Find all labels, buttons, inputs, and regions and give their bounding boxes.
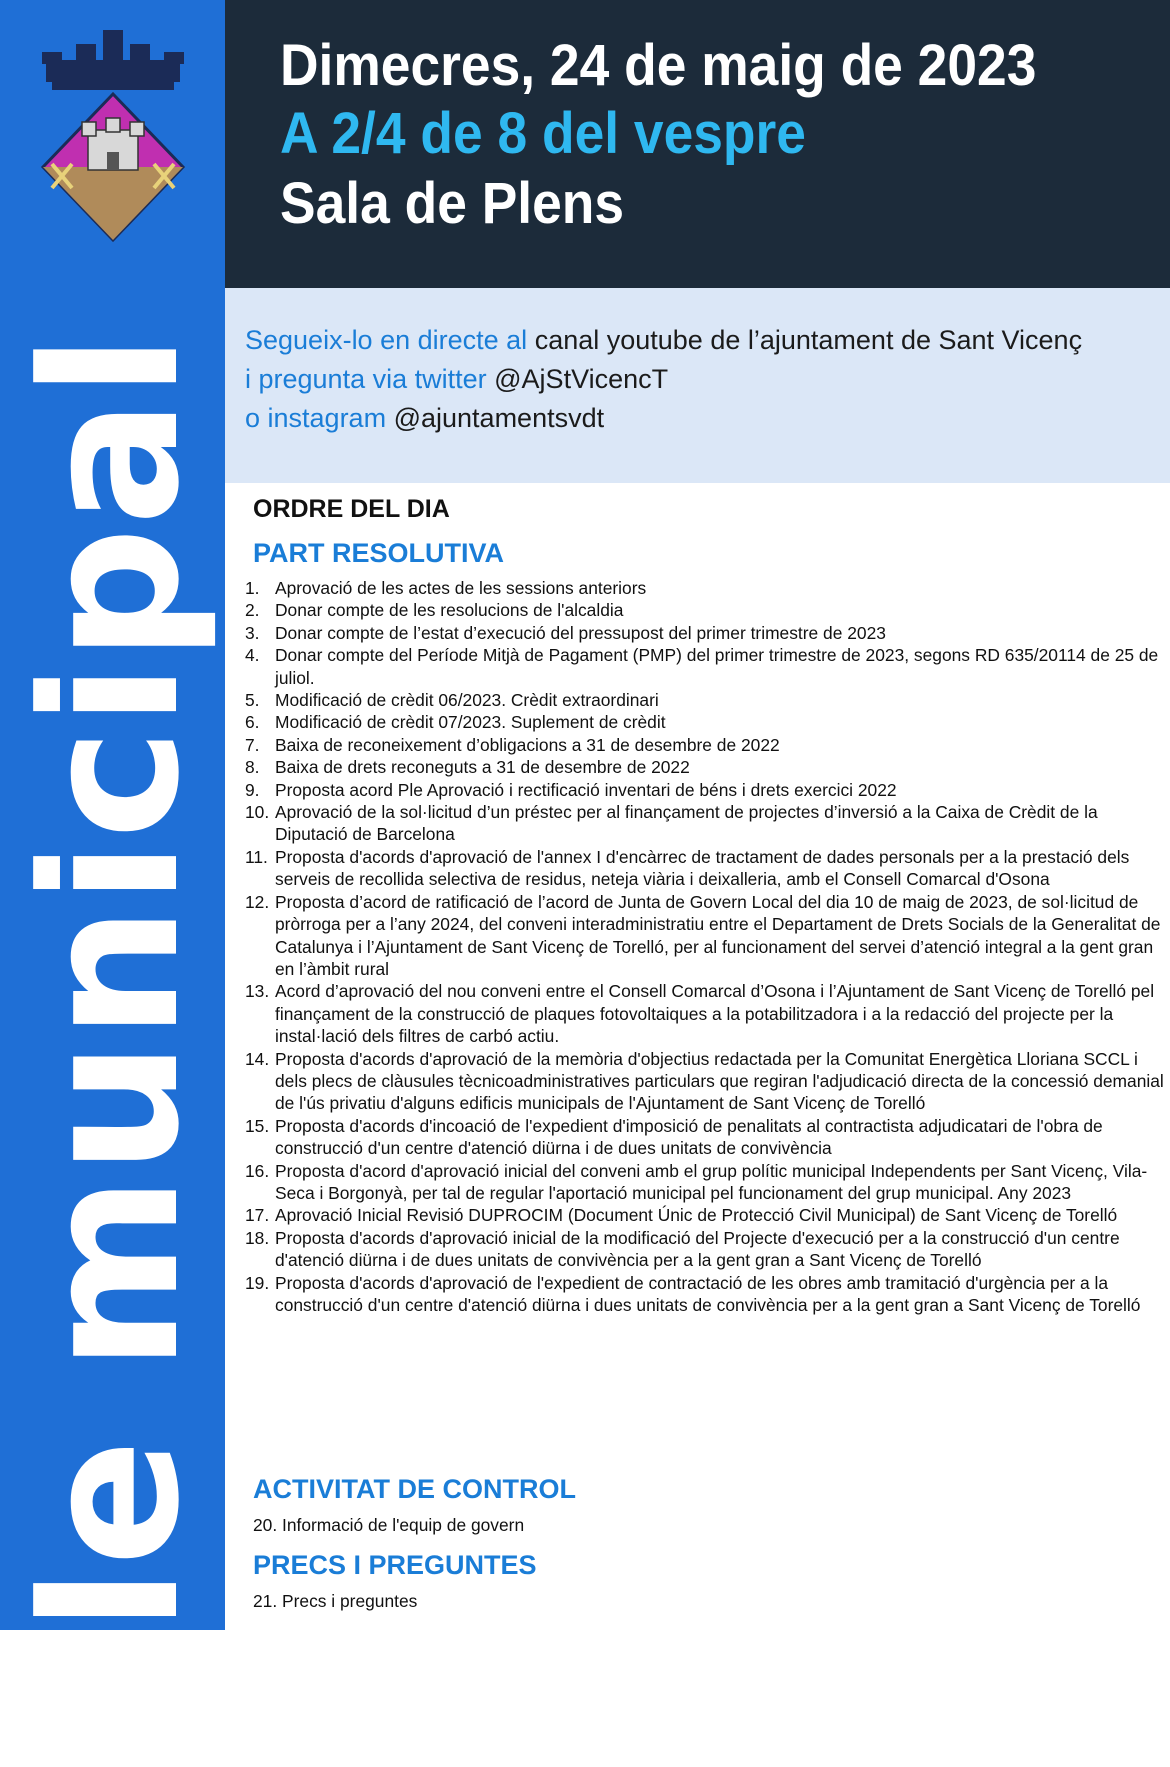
agenda-item — [245, 711, 1165, 733]
agenda-item-number: 18. — [245, 1227, 270, 1248]
agenda-item-text: Aprovació Inicial Revisió DUPROCIM (Document Únic de Protecció Civil Municipal) de Sant Vicenç de Torelló — [275, 1205, 1118, 1226]
agenda-item-text: Donar compte del Període Mitjà de Pagament (PMP) del primer trimestre de 2023, segons RD 635/20114 de 25 de juliol. — [275, 645, 1159, 688]
agenda-item — [245, 779, 1165, 801]
agenda-item — [245, 891, 1165, 981]
agenda-item-text: Baixa de reconeixement d’obligacions a 31 de desembre de 2022 — [275, 734, 780, 755]
section-part-resolutiva: PART RESOLUTIVA — [253, 538, 505, 568]
follow-line-youtube — [245, 325, 1082, 356]
agenda-item-number: 11. — [245, 846, 268, 867]
agenda-item-20: 20. Informació de l'equip de govern — [253, 1515, 525, 1535]
agenda-item — [245, 622, 1165, 644]
agenda-item-text: Aprovació de les actes de les sessions anteriors — [275, 578, 647, 598]
agenda-item-text: Proposta d'acord d'aprovació inicial del conveni amb el grup polític municipal Independents per Sant Vicenç, Vila-Seca i Borgonyà, per tal de regular l'aportació municipal pel funcionament del grup municipal. Any 2023 — [275, 1160, 1148, 1203]
follow-line-instagram — [245, 403, 604, 434]
event-place: Sala de Plens — [280, 171, 625, 236]
agenda-item-number: 4. — [245, 645, 260, 666]
follow-line-twitter — [245, 364, 668, 395]
agenda-item — [245, 1227, 1165, 1272]
agenda-item-text: Proposta acord Ple Aprovació i rectificació inventari de béns i drets exercici 2022 — [275, 779, 897, 800]
agenda-list — [245, 577, 1165, 1316]
follow-prefix: Segueix-lo en directe al — [245, 325, 528, 355]
agenda-item-text: Modificació de crèdit 06/2023. Crèdit extraordinari — [275, 690, 659, 711]
agenda-item-number: 8. — [245, 757, 260, 778]
youtube-channel-link[interactable]: canal youtube de l’ajuntament de Sant Vicenç — [534, 325, 1083, 355]
agenda-item — [245, 577, 1165, 599]
vertical-title: ple municipal — [2, 332, 221, 1767]
agenda-item-text: Modificació de crèdit 07/2023. Suplement de crèdit — [275, 712, 666, 733]
agenda-item-number: 1. — [245, 578, 260, 598]
agenda-item — [245, 1272, 1165, 1317]
agenda-item — [245, 644, 1165, 689]
agenda-item-number: 16. — [245, 1160, 270, 1181]
agenda-item-number: 13. — [245, 981, 270, 1002]
agenda-item-number: 7. — [245, 734, 260, 755]
agenda-item-number: 9. — [245, 779, 260, 800]
section-precs-preguntes: PRECS I PREGUNTES — [253, 1550, 537, 1580]
agenda-item-text: Donar compte de les resolucions de l'alcaldia — [275, 600, 624, 621]
event-date: Dimecres, 24 de maig de 2023 — [280, 33, 1037, 98]
agenda-item — [245, 1204, 1165, 1226]
instagram-handle-link[interactable]: @ajuntamentsvdt — [393, 403, 605, 433]
agenda-item-text: Baixa de drets reconeguts a 31 de desembre de 2022 — [275, 757, 690, 778]
follow-info — [225, 288, 1170, 483]
agenda-item — [245, 689, 1165, 711]
agenda-item-text: Proposta d'acords d'aprovació inicial de la modificació del Projecte d'execució per a la construcció d'un centre d'atenció diürna i de dues unitats de convivència per a la gent gran a Sant Vicenç de Torelló — [275, 1227, 1120, 1271]
agenda-item — [245, 599, 1165, 621]
follow-prefix: o instagram — [245, 403, 387, 433]
agenda-item — [245, 1160, 1165, 1205]
agenda-item — [245, 846, 1165, 891]
twitter-handle-link[interactable]: @AjStVicencT — [494, 364, 669, 394]
agenda-item-number: 19. — [245, 1272, 270, 1293]
agenda-item-text: Proposta d’acord de ratificació de l’acord de Junta de Govern Local del dia 10 de maig de 2023, de sol·licitud de pròrroga per a l’any 2024, del conveni interadministratiu entre el Departament de Drets Socials de la Generalitat de Catalunya i l’Ajuntament de Sant Vicenç de Torelló, per al funcionament del servei d’atenció integral a la gent gran en l’àmbit rural — [275, 891, 1161, 979]
agenda-item-number: 12. — [245, 891, 270, 912]
follow-prefix: i pregunta via twitter — [245, 364, 487, 394]
agenda-heading: ORDRE DEL DIA — [253, 495, 450, 523]
agenda-item-text: Proposta d'acords d'aprovació de l'annex I d'encàrrec de tractament de dades personals per a la prestació dels serveis de recollida selectiva de residus, neteja viària i deixalleria, amb el Consell Comarcal d'Osona — [275, 846, 1130, 890]
agenda-item-text: Proposta d'acords d'aprovació de l'expedient de contractació de les obres amb tramitació d'urgència per a la construcció d'un centre d'atenció diürna i dues unitats de convivència per a la gent gran a Sant Vicenç de Torelló — [275, 1272, 1141, 1315]
agenda-item-number: 17. — [245, 1205, 270, 1226]
agenda-item — [245, 756, 1165, 778]
agenda-item-number: 10. — [245, 802, 270, 823]
agenda-item-number: 3. — [245, 622, 260, 643]
agenda-item — [245, 1115, 1165, 1160]
agenda-item — [245, 1048, 1165, 1115]
agenda-item-number: 5. — [245, 690, 260, 711]
agenda-item-number: 14. — [245, 1048, 270, 1069]
agenda-item-text: Proposta d'acords d'incoació de l'expedient d'imposició de penalitats al contractista adjudicatari de l'obra de construcció d'un centre d'atenció diürna i de dues unitats de convivència — [275, 1115, 1103, 1159]
sidebar — [0, 0, 225, 1767]
agenda-item-number: 15. — [245, 1115, 270, 1136]
agenda-item — [245, 980, 1165, 1047]
agenda-item — [245, 734, 1165, 756]
event-header — [225, 0, 1170, 288]
section-activitat-control: ACTIVITAT DE CONTROL — [253, 1474, 576, 1504]
agenda-item-text: Proposta d'acords d'aprovació de la memòria d'objectius redactada per la Comunitat Energètica Lloriana SCCL i dels plecs de clàusules tècnicoadministratives particulars que regiran l'adjudicació directa de la concessió demanial de l'ús privatiu d'alguns edificis municipals de l'Ajuntament de Sant Vicenç de Torelló — [275, 1048, 1164, 1114]
agenda-item — [245, 801, 1165, 846]
coat-of-arms-icon — [28, 22, 198, 254]
agenda-item-text: Aprovació de la sol·licitud d’un préstec per al finançament de projectes d’inversió a la Caixa de Crèdit de la Diputació de Barcelona — [275, 802, 1098, 845]
event-time: A 2/4 de 8 del vespre — [280, 101, 806, 166]
agenda-item-text: Donar compte de l’estat d’execució del pressupost del primer trimestre de 2023 — [275, 622, 886, 643]
agenda-item-21: 21. Precs i preguntes — [253, 1591, 418, 1611]
agenda-item-number: 6. — [245, 712, 260, 733]
agenda-item-number: 2. — [245, 600, 260, 621]
agenda-item-text: Acord d’aprovació del nou conveni entre el Consell Comarcal d’Osona i l’Ajuntament de Sant Vicenç de Torelló pel finançament de la construcció de plaques fotovoltaiques a la potabilitzadora i a la redacció del projecte per la instal·lació dels filtres de carbó actiu. — [275, 981, 1155, 1047]
